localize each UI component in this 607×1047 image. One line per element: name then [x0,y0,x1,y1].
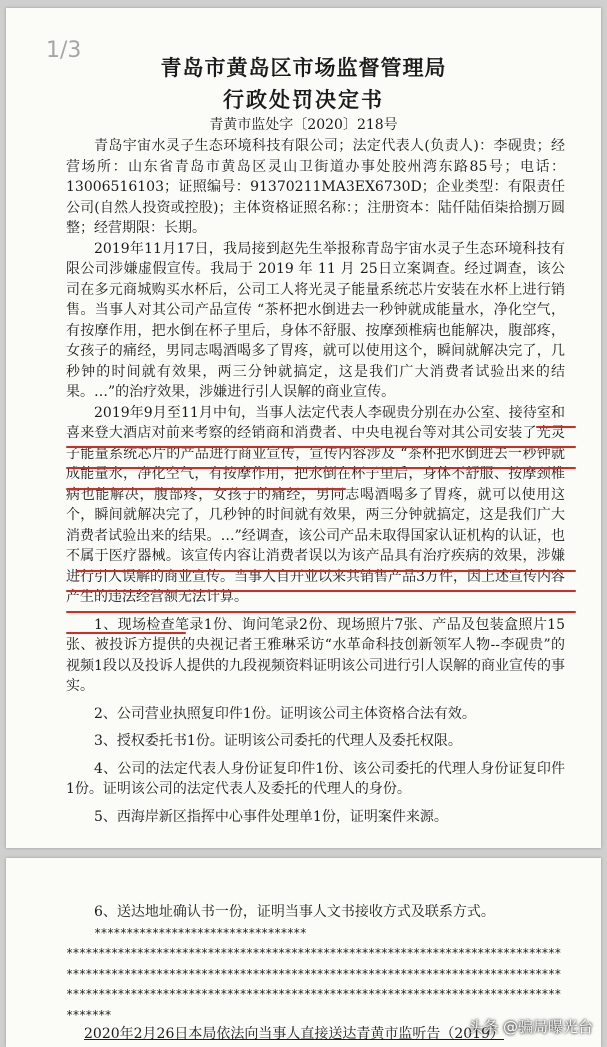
red-underline-annotation [66,611,576,613]
document-body [66,136,565,827]
page-indicator: 1/3 [46,38,82,63]
red-underline-annotation [66,467,576,469]
document-page-2 [6,858,601,1047]
delivery-note [84,1023,504,1043]
red-underline-annotation [76,570,576,572]
document-issuer-title: 青岛市黄岛区市场监督管理局 [160,55,447,80]
evidence-item: 5、西海岸新区指挥中心事件处理单1份，证明案件来源。 [94,808,448,825]
complaint-paragraph: 2019年11月17日，我局接到赵先生举报称青岛宇宙水灵子生态环境科技有限公司涉嫌虚假宣传。我局于 2019 年 11 月 25日立案调查。经过调查，该公司在多元商城购买水杯后，公司工人将光灵子能量系统芯片安装在水杯上进行销售。当事人对其公司产品宣传 “茶杯把水倒进去一秒钟就成能量水，净化空气，有按摩作用，把水倒在杯子里后，身体不舒服、按摩颈椎病也能解决，腹部疼，女孩子的痛经，男同志喝酒喝多了胃疼，就可以使用这个，瞬间就解决完了，几秒钟的时间就有效果，两三分钟就搞定，这是我们广大消费者试验出来的结果。…”的治疗效果，涉嫌进行引人误解的商业宣传。 [66,240,565,400]
document-type-title: 行政处罚决定书 [223,87,384,112]
delivery-note-text: 2020年2月26日本局依法向当事人直接送达青黄市监听告（2019） [84,1026,504,1042]
red-underline-annotation [66,488,346,490]
watermark: 头条 @骗局曝光台 [468,1018,593,1036]
document-page-1 [6,8,601,848]
page2-body [66,902,565,1025]
evidence-item: 2、公司营业执照复印件1份。证明该公司主体资格合法有效。 [94,705,476,722]
evidence-item: 3、授权委托书1份。证明该公司委托的代理人及委托权限。 [94,733,462,749]
evidence-item: 1、现场检查笔录1份、询问笔录2份、现场照片7张、产品及包装盒照片15张、被投诉方提供的央视记者王雅琳采访“水革命科技创新领军人物--李砚贵”的视频1段以及投诉人提供的九段视频资料证明该公司进行引人误解的商业宣传的事实。 [66,616,565,694]
redacted-block: ********************************************************************************************************************************************************************************************************************************************** [66,946,561,1022]
red-underline-annotation [536,426,576,428]
red-underline-annotation [66,590,576,592]
party-info-paragraph: 青岛宇宙水灵子生态环境科技有限公司；法定代表人(负责人)：李砚贵；经营场所：山东省青岛市黄岛区灵山卫街道办事处胶州湾东路85号；电话：13006516103；证照编号：91370211MA3EX6730D；企业类型：有限责任公司(自然人投资或控股)；主体资格证照名称：；注册资本：陆仟陆佰柒拾捌万圆整；经营期限：长期。 [66,138,565,236]
findings-paragraph: 2019年9月至11月中旬，当事人法定代表人李砚贵分别在办公室、接待室和喜来登大酒店对前来考察的经销商和消费者、中央电视台等对其公司安装了光灵子能量系统芯片的产品进行商业宣传，宣传内容涉及 “茶杯把水倒进去一秒钟就成能量水，净化空气，有按摩作用，把水倒在杯子里后，身体不舒服、按摩颈椎病也能解决，腹部疼，女孩子的痛经，男同志喝酒喝多了胃疼，就可以使用这个，瞬间就解决完了，几秒钟的时间就有效果，两三分钟就搞定，这是我们广大消费者试验出来的结果。…”经调查，该公司产品未取得国家认证机构的认证，也不属于医疗器械。该宣传内容让消费者误以为该产品具有治疗疾病的效果，涉嫌进行引人误解的商业宣传。当事人自开业以来共销售产品3万件，因上述宣传内容产生的违法经营额无法计算。 [66,404,565,605]
red-underline-annotation [66,446,576,448]
redacted-line: ********************************* [94,925,307,940]
evidence-item-6: 6、送达地址确认书一份，证明当事人文书接收方式及联系方式。 [94,904,495,920]
document-number: 青黄市监处字〔2020〕218号 [209,117,398,133]
red-underline-annotation [66,632,186,634]
evidence-item: 4、公司的法定代表人身份证复印件1份、该公司委托的代理人身份证复印件1份。证明该公司的法定代表人及委托的代理人的身份。 [66,760,565,797]
